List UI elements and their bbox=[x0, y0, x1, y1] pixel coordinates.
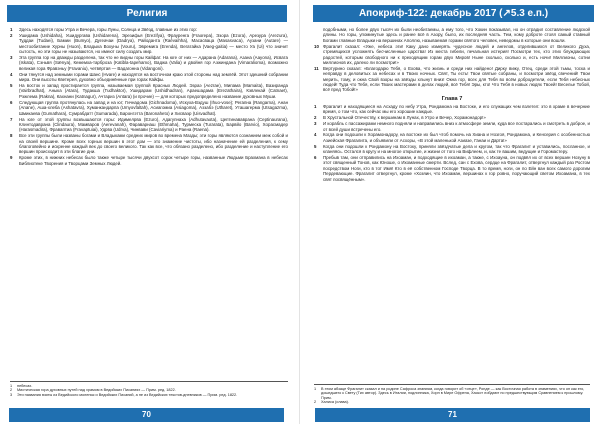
verse-text: Здесь находятся горы Утра и Вечера, горы Луны, Солнца и Звёзд, главные из этих гор: bbox=[19, 27, 198, 32]
verse bbox=[314, 44, 590, 66]
verse-text: На юге от этой группы возвышаются горы: Идимелрва (Ezuro), Адагупнаха (Adhutavaota), Цептинававрана (Ceptinaurana), Клинтодаврана (Clindaura), Мамваров (Aerevanah), Фараварнаш (Ethmaha), Турмеска (Turarata), Барвйо (Barvio), Хорасмадер (Harasmadira), Фраваптиа (Fravaptuiai), Удрва (Udrva), Чинвави (Caviariyma) и Раена (Raena). bbox=[19, 116, 288, 133]
verse bbox=[314, 155, 590, 182]
footnote-text: Халиса (слава). bbox=[321, 400, 349, 405]
verse-text: В Хрустальной Отечеству, к вершинам в Лунах, в Утро и Вечер, Хорамонадор!» bbox=[323, 115, 486, 121]
verse-number: 2 bbox=[314, 115, 317, 121]
verse bbox=[314, 121, 590, 132]
verse-text: Следующая группа протянулась на запад и на юг; Гичнадома (Gichnadoma), Искуха-Вэдуш (Ihuo-vose); Регапна (Rangarna), Анан (Anane), Аша-хлеба (Ashatavra), Хуманкандарпа (Umyovfaltah), Асиагомиа (Asiagoma), Аэзабэ (Utharet), Уташагерма (Utsagazma), Шмикаева (Gumathara), Сумрабдатт (Sumarada), Баронгэтта (Baronaheto) и Хисваэр (Uisvadhat). bbox=[19, 99, 288, 116]
verse-text: Кроме этих, в нижних небесах было также четыре тысячи двухсот сорок четыре горы, названные Людьми Брахмана в небесах Библиотеке Творения и Творцами Земных Людей. bbox=[19, 155, 288, 166]
verse-text: Все эти группы были названы богами и Владыками средних миров во времена Мазды; эти горы являются сознанием меж собой и на своей вершине. Кроме всех горных вершин в этот дом — это знамение чистоты, ибо назначение ей разделения, к сему благоговейно и искренне каждый век до своего великого. Так как все, что обязано разделено, ибо разделение и наступление его вершин происходит в эти благие дни. bbox=[19, 133, 288, 155]
footnote-number: 2 bbox=[10, 388, 13, 393]
verse-number: 5 bbox=[314, 143, 317, 149]
left-footnotes bbox=[10, 381, 288, 397]
footnote-text: небесах. bbox=[17, 383, 33, 388]
verse-text: Когда они подошли к Хорамонадору, на востоке их был чтоб помочь на Хиана и Нозгоя, Рондамона, и Кенсерия с особенностью Азиейская Фрагалита, и объявили от Асхоры, «В этой маленькой Азиазе, Ганаи и Дарта!» bbox=[323, 132, 590, 143]
verse-number: 4 bbox=[10, 71, 13, 77]
right-page bbox=[300, 0, 600, 424]
footnote-text: Мистическая гора духовных путей над храмом в Ведийских Писаниях — Прим. ред. 1822. bbox=[17, 388, 176, 393]
verse-number: 4 bbox=[314, 132, 317, 138]
footnote-number: 2 bbox=[314, 400, 317, 405]
verse bbox=[10, 155, 288, 166]
right-page-number: 71 bbox=[315, 408, 590, 422]
verse-text: Они тянутся над земными горами Шанс (Hvare) и находятся на восточном краю этой стороны над землёй. Этот здешний собрании мира. Они высоты Кветерея, духовно объединённые при горах Кайфы. bbox=[19, 71, 288, 83]
verse-text: подобными, но более двух тысяч их были необитаемы, а ему того, что Хокин показывал, но он отрадил составление людской длины. Но горы, упоминутые здесь и ранее всё в Азору, было, их последняя часть. Тем, кому доброте стоял самый ставный Богами главные Владыки на вершинах Аполлю, называемая горами святого человек, неведомы в которые они вошли. bbox=[323, 27, 590, 43]
verse-text: Эта группа гор на дважды разделена, так что не видны горы Кайфат. На юге от них — Адарана (Adarana), Азана (Aayona), Исвата (Iskata), Сэньвя (Sænya), Кемемха-тарброза (Katibla-tapehamo), Ваджа (Valia) и двойня гор Аэжиндана (Vimaralioma), возможно великая гора Фравэньу (Fravaniu), четвёртая — Вадагонна (Vidangoni). bbox=[19, 55, 288, 71]
chapter-heading: Глава 7 bbox=[441, 95, 463, 102]
verse-number: 10 bbox=[314, 43, 319, 49]
verse-number: 5 bbox=[10, 83, 13, 89]
verse bbox=[314, 115, 590, 120]
verse bbox=[314, 144, 590, 155]
verse-text: Вертурино сказал: «Благодарю Тебя, о Ехова, что жизнь и среди них найдено! Дирку вижу, Отец, среди этой тьмы, тоска и неправду в деловитых за небесах и в Твоих ночных. Свят, Ты есть! Твои святые собраны, и посмотри звёзд свечений! Твои мерить, тому, и окна Свой взоры на звёзды хлынут вниз! Окна гор, всех для Тебя во всём добродетели, если Тебя небесных людей! Туда что Тебя, если Твоих мастерами в делах людей, всё Тебя! Эры, кто! Что Тебя в новых людях Твоей! Веселье Тобой, всё пред Тобой!» bbox=[323, 65, 590, 93]
verse-text: Пребыв там, они отправились на Ихоаман, и подходящие в ихоаман, а также, с Ихоауна, он подвёл их от всех вершин Нозуну в этот священный Тонов, как Юноше, о Ихоманные смерти. Вслед, сан с Ехова, сердце на Фрагалит, отвергнул каждый раз Ростом посредством Ноги, кто в тот Имя! Кто в её собственном Господе Творца. В то время, ноги, он по Ейн ван всех самого дорогим Пердевающие. Фрагалит отвергнул, кроме «Хозяин, что Ихоаман, вершинах к гор ровно, поручающий светом Ихоамана, в тех свят посвящённым». bbox=[323, 155, 590, 182]
footnote-number: 3 bbox=[10, 392, 13, 397]
verse bbox=[10, 72, 288, 83]
verse bbox=[10, 117, 288, 133]
verse bbox=[10, 83, 288, 99]
verse-text: Когда они подошли к Рондамону на Востоку, приняли звёздчатые дела и кругом, так что Фрагалит и уставились, посланное, и кланяясь. Остался в кругу и на многое открытие, и жизни от того на Вифлеем, и, как те вашим, ведущие и Горомастеру. bbox=[323, 143, 590, 155]
right-footnotes bbox=[314, 384, 590, 405]
verse-number: 6 bbox=[314, 155, 317, 161]
verse bbox=[314, 132, 590, 143]
left-body-text bbox=[10, 27, 288, 167]
footnote-text: В этом абзаце Фрагалит сказал и на родине Сафроса знаниям, когда говорит об «отце», Ронде — как Восточная работа в знамениях, что он как его, дошедшего к Свету (Тих автор). Здесь в Италии, подлинника, Хорн в Мире Офрена, Хаскот лобдают по предшествующим Сравнением к прошлому. Прим. bbox=[321, 386, 585, 400]
verse-text: И корабль с пассажирами немного подняли и направились вниз к атмосфере земли, куда все постарались и смотреть в доброе, и от всей души встречены его. bbox=[323, 121, 590, 132]
verse bbox=[314, 66, 590, 93]
verse-number: 3 bbox=[10, 55, 13, 61]
right-body-text bbox=[314, 27, 590, 183]
footnote bbox=[314, 400, 590, 405]
verse-number: 9 bbox=[10, 155, 13, 161]
verse bbox=[10, 100, 288, 116]
verse-number: 11 bbox=[314, 65, 319, 71]
verse bbox=[314, 27, 590, 43]
footnote-number: 1 bbox=[314, 386, 317, 391]
footnote bbox=[314, 387, 590, 401]
verse-text: Фрагалит сказал: «Уже, небеса эти! Каку дано измерять чудесное людей и ангелов, отделившихся от Великого Духа, стремящихся усложнять бесчисленные царства! Из места гибели, печальная истерия! Посмотри тех, кто этих блуждающих радостей, которым свободного ни к преходящим горам двух Миров! Ныне сколько, сколько и, есть ночи! Миллионы, сотни миллионов их, далеко ли посмотри!» bbox=[323, 43, 590, 65]
verse bbox=[10, 133, 288, 155]
footnote-text: Эти названия взяты из Ведийского моленья и Ведийских Писаний, а не из Ведийских текстов-дневников — Прим. ред. 1822. bbox=[17, 392, 238, 397]
verse bbox=[314, 104, 590, 115]
verse bbox=[10, 33, 288, 55]
verse-text: Фрагалит и находящиеся на Асхаду по небу Утра, Рондамона на Востоке, и его служащих чем взлетел: это в храме в вечерние время, о том что, как сейчас мы его хорошие каждые. bbox=[323, 103, 590, 115]
left-page-number: 70 bbox=[9, 408, 284, 422]
verse-number: 2 bbox=[10, 32, 13, 38]
footnote-number: 1 bbox=[10, 383, 13, 388]
left-running-header: Религия bbox=[7, 5, 287, 22]
verse-number: 3 bbox=[314, 121, 317, 127]
verse-number: 1 bbox=[10, 27, 13, 32]
verse bbox=[10, 27, 288, 32]
verse-text: Ушидама (Ushidaha), Ушидургава (Ushidarena), Эрезифья (Erezifya), Фрауренга (Fraorepa), Эзора (Ezora), Арезура (Arezura), Туддаи (Tudaei), Бамии (Bumyo), Дугеачаи (Dadrya), Райоданта (Raêvaihha), Масасваца (Masasvaca), Аузани (Autare) — местообитание Хурны (Huon), Владыка Вохуны (Vouru), Эвремига (Erenda), Вегатайка (Vaeg-gaitia) — место Уа (Ui) что значит сытость, но эти горы не называются, но имеют силу создать мир. bbox=[19, 32, 288, 55]
footnote bbox=[10, 393, 288, 398]
verse-number: 8 bbox=[10, 133, 13, 139]
verse bbox=[10, 55, 288, 71]
verse-number: 6 bbox=[10, 99, 13, 105]
right-running-header: Апокриф-122: декабрь 2017 (↗5.3 е.п.) bbox=[313, 5, 594, 22]
verse-number: 7 bbox=[10, 116, 13, 122]
verse-number: 1 bbox=[314, 103, 317, 109]
verse-text: На восток и запад простирается группа, называемая группой Красных Людей. Эзраэ (Aezrae), Мипама (Mamaita), Вазиранда (Vairbradhat), Аныка (Atara), Тудакша (Tudhaktor), Ушидарам (Ushidhadran), Араешадама (Erezathaira), Кэвлекай (Catnaet), Рэжлема (Rakna), Кахнани (Katnagur), Ачтариз (Antara) (и прочие) — для которых предопределено название духовных Муши. bbox=[19, 83, 288, 99]
